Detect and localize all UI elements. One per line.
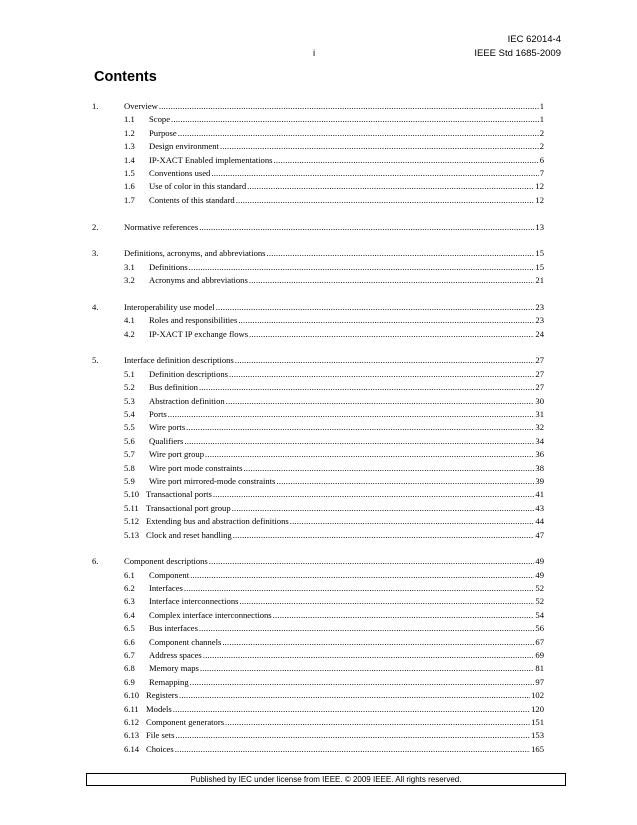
toc-subsection-entry[interactable] — [92, 582, 544, 595]
toc-section-number: 4. — [92, 301, 99, 312]
toc-subsection-number: 4.1 — [124, 315, 135, 326]
toc-page-number: 27 — [535, 355, 544, 366]
toc-subsection-entry[interactable] — [92, 314, 544, 327]
toc-page-number: 30 — [535, 395, 544, 406]
toc-page-number: 2 — [539, 127, 544, 138]
toc-subsection-entry[interactable] — [92, 261, 544, 274]
page-title: Contents — [94, 69, 157, 85]
toc-subsection-title: Registers — [146, 690, 178, 701]
toc-section-number: 1. — [92, 101, 99, 111]
toc-spacer — [92, 207, 544, 220]
toc-subsection-entry[interactable] — [92, 475, 544, 488]
toc-subsection-title: Complex interface interconnections — [149, 609, 272, 620]
toc-subsection-title: Address spaces — [149, 650, 202, 661]
toc-subsection-number: 1.5 — [124, 167, 135, 178]
toc-leader-dots — [232, 502, 535, 515]
toc-leader-dots — [209, 555, 535, 568]
toc-leader-dots — [186, 421, 534, 434]
toc-subsection-entry[interactable] — [92, 622, 544, 635]
toc-page-number: 97 — [535, 676, 544, 687]
toc-page-number: 102 — [531, 690, 544, 701]
toc-subsection-number: 1.3 — [124, 141, 135, 152]
toc-subsection-entry[interactable] — [92, 395, 544, 408]
toc-page-number: 151 — [531, 716, 544, 727]
toc-page-number: 1 — [539, 114, 544, 125]
toc-subsection-number: 1.4 — [124, 154, 135, 165]
toc-page-number: 32 — [535, 422, 544, 433]
toc-subsection-number: 1.2 — [124, 127, 135, 138]
toc-page-number: 7 — [539, 167, 544, 178]
toc-subsection-entry[interactable] — [92, 113, 544, 126]
toc-leader-dots — [273, 609, 535, 622]
toc-subsection-number: 6.13 — [124, 730, 140, 741]
toc-page-number: 23 — [535, 315, 544, 326]
toc-subsection-title: Transactional port group — [146, 502, 231, 513]
toc-subsection-title: Memory maps — [149, 663, 199, 674]
toc-page-number: 67 — [535, 636, 544, 647]
toc-page-number: 38 — [535, 462, 544, 473]
toc-leader-dots — [216, 301, 535, 314]
toc-page-number: 41 — [535, 489, 544, 500]
toc-page-number: 56 — [535, 623, 544, 634]
toc-leader-dots — [213, 488, 535, 501]
toc-subsection-entry[interactable] — [92, 529, 544, 542]
toc-subsection-number: 1.6 — [124, 181, 135, 192]
toc-leader-dots — [171, 113, 539, 126]
toc-leader-dots — [226, 395, 535, 408]
toc-leader-dots — [276, 475, 534, 488]
toc-subsection-entry[interactable] — [92, 154, 544, 167]
toc-section-entry[interactable] — [92, 100, 544, 113]
toc-leader-dots — [249, 274, 535, 287]
toc-subsection-title: Acronyms and abbreviations — [149, 275, 248, 286]
toc-leader-dots — [290, 515, 535, 528]
toc-page-number: 54 — [535, 609, 544, 620]
toc-subsection-number: 5.13 — [124, 529, 140, 540]
toc-subsection-title: Component channels — [149, 636, 222, 647]
toc-subsection-number: 5.3 — [124, 395, 135, 406]
toc-page-number: 12 — [535, 181, 544, 192]
toc-subsection-entry[interactable] — [92, 180, 544, 193]
header-page-number: i — [313, 48, 316, 59]
toc-subsection-title: Conventions used — [149, 167, 211, 178]
toc-subsection-title: Choices — [146, 743, 174, 754]
toc-page-number: 15 — [535, 248, 544, 259]
toc-page-number: 52 — [535, 596, 544, 607]
toc-leader-dots — [175, 743, 530, 756]
toc-section-entry[interactable] — [92, 221, 544, 234]
toc-subsection-title: Definition descriptions — [149, 368, 229, 379]
toc-subsection-entry[interactable] — [92, 515, 544, 528]
toc-subsection-title: Contents of this standard — [149, 194, 235, 205]
toc-subsection-entry[interactable] — [92, 328, 544, 341]
footer-copyright: Published by IEC under license from IEEE. © 2009 IEEE. All rights reserved. — [86, 773, 566, 786]
toc-page-number: 27 — [535, 368, 544, 379]
toc-subsection-title: Purpose — [149, 127, 177, 138]
toc-section-number: 2. — [92, 221, 99, 232]
toc-subsection-title: Design environment — [149, 141, 219, 152]
toc-section-title: Overview — [124, 101, 158, 111]
toc-spacer — [92, 341, 544, 354]
header-standard-iec: IEC 62014-4 — [507, 34, 561, 45]
toc-leader-dots — [179, 689, 530, 702]
toc-subsection-title: File sets — [146, 730, 175, 741]
toc-subsection-number: 3.1 — [124, 261, 135, 272]
toc-subsection-number: 5.11 — [124, 502, 139, 513]
toc-leader-dots — [199, 622, 534, 635]
toc-subsection-entry[interactable] — [92, 609, 544, 622]
toc-leader-dots — [267, 247, 535, 260]
toc-spacer — [92, 287, 544, 300]
toc-leader-dots — [236, 194, 535, 207]
toc-subsection-number: 4.2 — [124, 328, 135, 339]
toc-section-title: Component descriptions — [124, 556, 208, 567]
toc-subsection-title: Component — [149, 569, 190, 580]
toc-subsection-number: 5.12 — [124, 516, 140, 527]
toc-subsection-title: Wire port mode constraints — [149, 462, 243, 473]
toc-page-number: 34 — [535, 435, 544, 446]
toc-subsection-entry[interactable] — [92, 649, 544, 662]
toc-leader-dots — [184, 582, 535, 595]
toc-subsection-title: Transactional ports — [146, 489, 212, 500]
toc-subsection-entry[interactable] — [92, 502, 544, 515]
toc-page-number: 49 — [535, 569, 544, 580]
toc-subsection-number: 1.7 — [124, 194, 135, 205]
toc-subsection-number: 6.4 — [124, 609, 135, 620]
toc-section-entry[interactable] — [92, 354, 544, 367]
toc-section-number: 3. — [92, 248, 99, 259]
toc-leader-dots — [205, 448, 534, 461]
toc-subsection-title: Clock and reset handling — [146, 529, 232, 540]
toc-subsection-entry[interactable] — [92, 167, 544, 180]
toc-subsection-number: 3.2 — [124, 275, 135, 286]
toc-subsection-entry[interactable] — [92, 636, 544, 649]
toc-subsection-title: Wire port mirrored-mode constraints — [149, 475, 276, 486]
toc-section-title: Definitions, acronyms, and abbreviations — [124, 248, 266, 259]
toc-leader-dots — [247, 180, 534, 193]
toc-subsection-entry[interactable] — [92, 448, 544, 461]
toc-subsection-title: Models — [146, 703, 172, 714]
toc-page-number: 44 — [535, 516, 544, 527]
toc-subsection-number: 5.7 — [124, 449, 135, 460]
toc-section-title: Normative references — [124, 221, 199, 232]
toc-subsection-entry[interactable] — [92, 194, 544, 207]
toc-leader-dots — [175, 729, 530, 742]
toc-subsection-number: 1.1 — [124, 114, 135, 125]
toc-page-number: 69 — [535, 650, 544, 661]
toc-subsection-number: 6.11 — [124, 703, 139, 714]
toc-subsection-number: 6.6 — [124, 636, 135, 647]
toc-page-number: 153 — [531, 730, 544, 741]
toc-page-number: 52 — [535, 583, 544, 594]
toc-subsection-entry[interactable] — [92, 435, 544, 448]
toc-page-number: 43 — [535, 502, 544, 513]
toc-page-number: 81 — [535, 663, 544, 674]
toc-subsection-number: 6.3 — [124, 596, 135, 607]
toc-subsection-number: 5.4 — [124, 408, 135, 419]
toc-subsection-title: IP-XACT Enabled implementations — [149, 154, 273, 165]
toc-leader-dots — [178, 127, 539, 140]
toc-subsection-title: Roles and responsibilities — [149, 315, 238, 326]
toc-subsection-entry[interactable] — [92, 408, 544, 421]
toc-subsection-number: 5.8 — [124, 462, 135, 473]
toc-page-number: 15 — [535, 261, 544, 272]
toc-section-entry[interactable] — [92, 301, 544, 314]
toc-leader-dots — [199, 381, 534, 394]
toc-subsection-entry[interactable] — [92, 569, 544, 582]
toc-subsection-title: Interface interconnections — [149, 596, 239, 607]
toc-subsection-entry[interactable] — [92, 368, 544, 381]
toc-page-number: 49 — [535, 556, 544, 567]
toc-subsection-number: 5.9 — [124, 475, 135, 486]
toc-page-number: 2 — [539, 141, 544, 152]
toc-subsection-entry[interactable] — [92, 595, 544, 608]
toc-subsection-entry[interactable] — [92, 127, 544, 140]
toc-page-number: 1 — [539, 101, 544, 111]
toc-leader-dots — [220, 140, 539, 153]
toc-subsection-number: 6.7 — [124, 650, 135, 661]
toc-subsection-entry[interactable] — [92, 662, 544, 675]
toc-subsection-title: Wire ports — [149, 422, 186, 433]
toc-page-number: 39 — [535, 475, 544, 486]
toc-section-title: Interoperability use model — [124, 301, 215, 312]
toc-leader-dots — [190, 676, 535, 689]
toc-subsection-title: IP-XACT IP exchange flows — [149, 328, 249, 339]
toc-leader-dots — [273, 154, 538, 167]
toc-leader-dots — [243, 462, 534, 475]
header-standard-ieee: IEEE Std 1685-2009 — [474, 48, 561, 59]
toc-subsection-title: Abstraction definition — [149, 395, 225, 406]
toc-subsection-number: 5.1 — [124, 368, 135, 379]
toc-leader-dots — [225, 716, 530, 729]
toc-leader-dots — [211, 167, 538, 180]
toc-subsection-title: Bus definition — [149, 382, 198, 393]
toc-subsection-entry[interactable] — [92, 140, 544, 153]
toc-leader-dots — [199, 221, 534, 234]
toc-leader-dots — [184, 435, 534, 448]
toc-page-number: 21 — [535, 275, 544, 286]
toc-subsection-title: Use of color in this standard — [149, 181, 247, 192]
toc-subsection-entry[interactable] — [92, 381, 544, 394]
toc-section-number: 6. — [92, 556, 99, 567]
toc-subsection-number: 6.5 — [124, 623, 135, 634]
toc-leader-dots — [200, 662, 535, 675]
toc-page-number: 23 — [535, 301, 544, 312]
table-of-contents — [92, 100, 544, 756]
toc-page-number: 120 — [531, 703, 544, 714]
toc-subsection-number: 5.2 — [124, 382, 135, 393]
toc-subsection-title: Interfaces — [149, 583, 183, 594]
toc-subsection-number: 6.1 — [124, 569, 135, 580]
toc-page-number: 13 — [535, 221, 544, 232]
toc-subsection-entry[interactable] — [92, 703, 544, 716]
toc-section-entry[interactable] — [92, 555, 544, 568]
toc-section-title: Interface definition descriptions — [124, 355, 234, 366]
toc-page-number: 31 — [535, 408, 544, 419]
toc-subsection-entry[interactable] — [92, 676, 544, 689]
toc-subsection-entry[interactable] — [92, 743, 544, 756]
toc-page-number: 165 — [531, 743, 544, 754]
toc-leader-dots — [159, 100, 539, 113]
toc-leader-dots — [233, 529, 535, 542]
toc-leader-dots — [222, 636, 534, 649]
toc-leader-dots — [189, 261, 535, 274]
toc-subsection-title: Wire port group — [149, 449, 205, 460]
toc-page-number: 6 — [539, 154, 544, 165]
toc-leader-dots — [239, 595, 534, 608]
toc-spacer — [92, 542, 544, 555]
toc-subsection-title: Remapping — [149, 676, 189, 687]
toc-leader-dots — [235, 354, 535, 367]
toc-leader-dots — [168, 408, 535, 421]
toc-page-number: 12 — [535, 194, 544, 205]
toc-subsection-title: Component generators — [146, 716, 225, 727]
toc-leader-dots — [249, 328, 534, 341]
toc-page-number: 27 — [535, 382, 544, 393]
toc-subsection-entry[interactable] — [92, 716, 544, 729]
toc-subsection-entry[interactable] — [92, 689, 544, 702]
toc-spacer — [92, 234, 544, 247]
toc-page-number: 36 — [535, 449, 544, 460]
toc-section-number: 5. — [92, 355, 99, 366]
toc-section-entry[interactable] — [92, 247, 544, 260]
toc-subsection-entry[interactable] — [92, 488, 544, 501]
toc-subsection-number: 5.5 — [124, 422, 135, 433]
toc-subsection-title: Bus interfaces — [149, 623, 198, 634]
toc-subsection-entry[interactable] — [92, 421, 544, 434]
toc-subsection-number: 5.10 — [124, 489, 140, 500]
toc-leader-dots — [229, 368, 534, 381]
toc-subsection-number: 6.10 — [124, 690, 140, 701]
toc-subsection-number: 5.6 — [124, 435, 135, 446]
toc-subsection-number: 6.9 — [124, 676, 135, 687]
toc-subsection-title: Extending bus and abstraction definitions — [146, 516, 289, 527]
toc-subsection-number: 6.12 — [124, 716, 140, 727]
toc-subsection-entry[interactable] — [92, 462, 544, 475]
toc-leader-dots — [190, 569, 534, 582]
toc-subsection-title: Ports — [149, 408, 167, 419]
toc-subsection-title: Definitions — [149, 261, 188, 272]
toc-page-number: 47 — [535, 529, 544, 540]
toc-leader-dots — [173, 703, 530, 716]
toc-leader-dots — [238, 314, 534, 327]
toc-leader-dots — [203, 649, 535, 662]
toc-subsection-entry[interactable] — [92, 729, 544, 742]
toc-subsection-title: Scope — [149, 114, 171, 125]
toc-subsection-entry[interactable] — [92, 274, 544, 287]
toc-subsection-number: 6.14 — [124, 743, 140, 754]
toc-subsection-title: Qualifiers — [149, 435, 184, 446]
toc-page-number: 24 — [535, 328, 544, 339]
toc-subsection-number: 6.2 — [124, 583, 135, 594]
toc-subsection-number: 6.8 — [124, 663, 135, 674]
